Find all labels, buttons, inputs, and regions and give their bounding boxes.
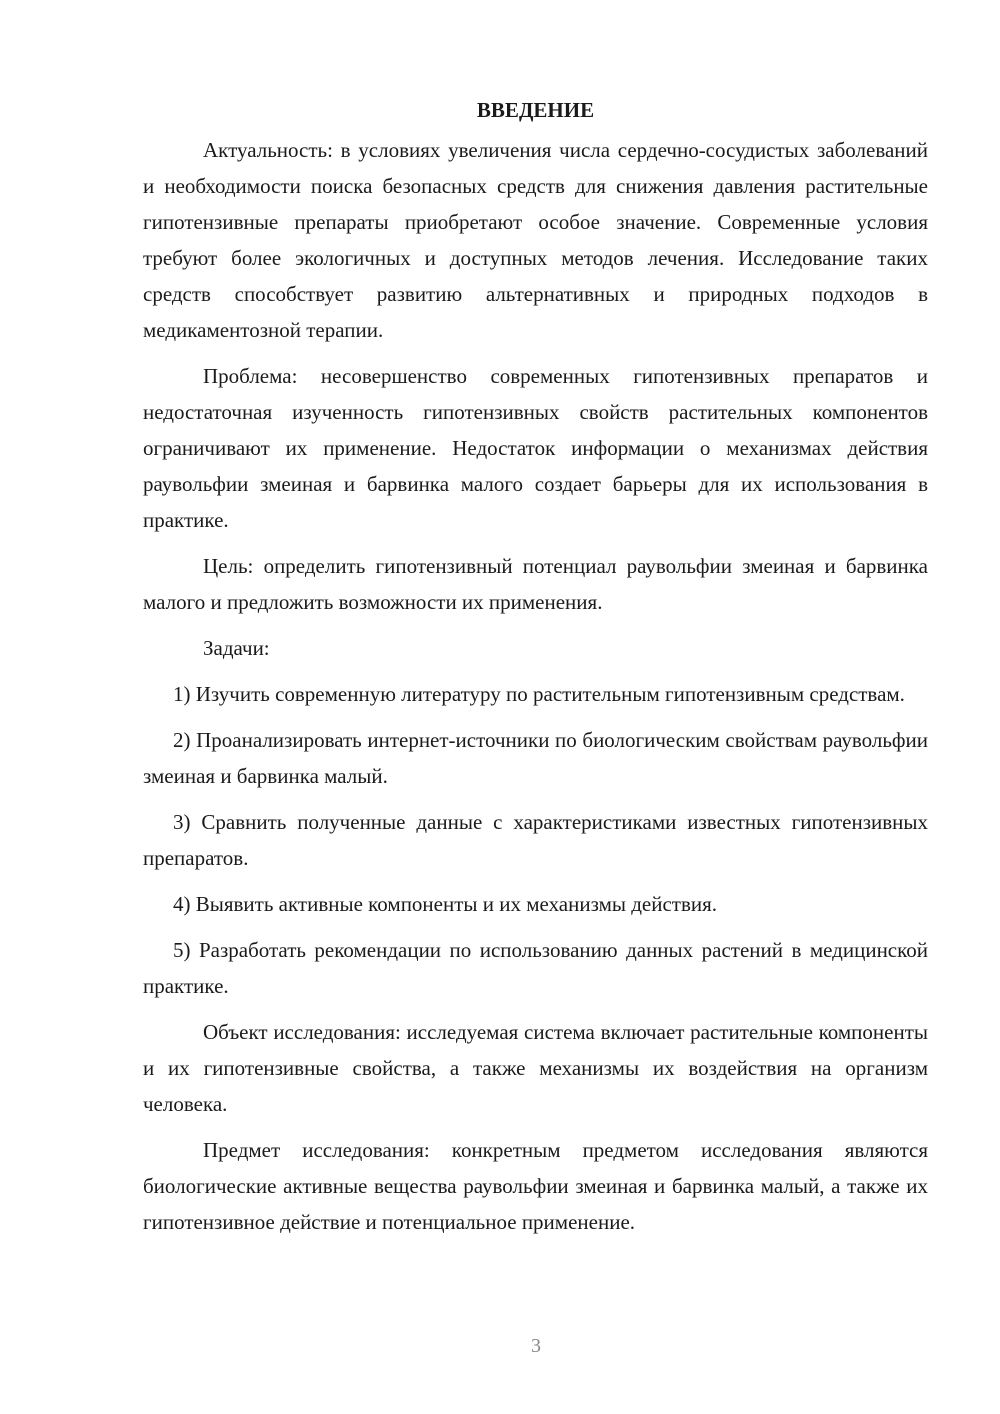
task-item-5: 5) Разработать рекомендации по использованию данных растений в медицинской практике.: [143, 938, 928, 998]
paragraph-goal: Цель: определить гипотензивный потенциал раувольфии змеиная и барвинка малого и предложить возможности их применения.: [143, 554, 928, 614]
task-item-4: 4) Выявить активные компоненты и их механизмы действия.: [173, 892, 718, 916]
paragraph-relevance: Актуальность: в условиях увеличения числа сердечно-сосудистых заболеваний и необходимости поиска безопасных средств для снижения давления растительные гипотензивные препараты приобретают особое значение. Современные условия требуют более экологичных и доступных методов лечения. Исследование таких средств способствует развитию альтернативных и природных подходов в медикаментозной терапии.: [143, 138, 928, 342]
page-body: [143, 92, 928, 1250]
paragraph-subject: Предмет исследования: конкретным предметом исследования являются биологические активные вещества раувольфии змеиная и барвинка малый, а также их гипотензивное действие и потенциальное применение.: [143, 1138, 928, 1234]
task-item-2: 2) Проанализировать интернет-источники по биологическим свойствам раувольфии змеиная и барвинка малый.: [143, 728, 928, 788]
page-number: 3: [531, 1335, 541, 1357]
paragraph-object: Объект исследования: исследуемая система включает растительные компоненты и их гипотензивные свойства, а также механизмы их воздействия на организм человека.: [143, 1020, 928, 1116]
task-item-3: 3) Сравнить полученные данные с характеристиками известных гипотензивных препаратов.: [143, 810, 928, 870]
page-title: ВВЕДЕНИЕ: [476, 98, 595, 122]
task-item-1: 1) Изучить современную литературу по растительным гипотензивным средствам.: [173, 682, 905, 706]
paragraph-problem: Проблема: несовершенство современных гипотензивных препаратов и недостаточная изученность гипотензивных свойств растительных компонентов ограничивают их применение. Недостаток информации о механизмах действия раувольфии змеиная и барвинка малого создает барьеры для их использования в практике.: [143, 364, 928, 532]
tasks-heading: Задачи:: [203, 636, 270, 660]
